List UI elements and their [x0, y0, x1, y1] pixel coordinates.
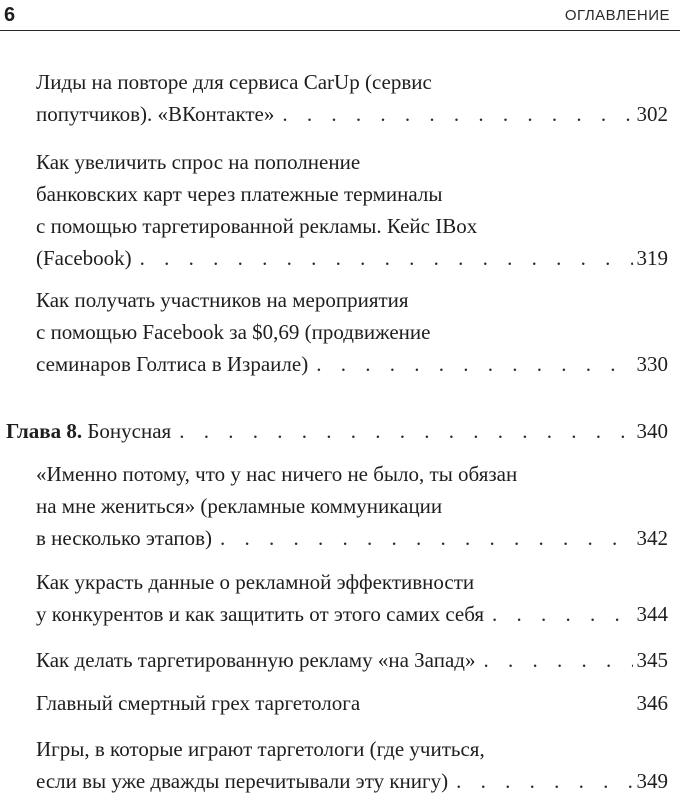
- toc-entry-line: с помощью таргетированной рекламы. Кейс IBox: [36, 214, 478, 238]
- toc-entry-line: Как получать участников на мероприятия: [36, 288, 409, 312]
- toc-entry-line: банковских карт через платежные терминалы: [36, 182, 443, 206]
- toc-entry-line: Как делать таргетированную рекламу «на Запад»: [36, 648, 476, 672]
- page-number: 6: [4, 4, 16, 26]
- running-head: ОГЛАВЛЕНИЕ: [564, 7, 670, 24]
- toc-page-number: 344: [636, 602, 668, 626]
- dot-leader: [282, 98, 632, 130]
- dot-leader: [316, 348, 632, 380]
- toc-entry-line: Как увеличить спрос на пополнение: [36, 150, 361, 174]
- toc-entry-line: у конкурентов и как защитить от этого самих себя: [36, 602, 485, 626]
- toc-entry-line: в несколько этапов): [36, 526, 213, 550]
- toc-entry[interactable]: [36, 644, 668, 676]
- dot-leader: [483, 644, 632, 676]
- toc-entry-line: (Facebook): [36, 246, 132, 270]
- toc-entry-line: Игры, в которые играют таргетологи (где учиться,: [36, 737, 485, 761]
- toc-page-number: 345: [636, 648, 668, 672]
- toc-entry[interactable]: [36, 458, 668, 554]
- toc-page-number: 346: [636, 691, 668, 715]
- dot-leader: [179, 415, 632, 447]
- toc-entry-line: Лиды на повторе для сервиса CarUp (сервис: [36, 70, 432, 94]
- toc-entry-line: Главный смертный грех таргетолога: [36, 691, 361, 715]
- toc-entry-line: Как украсть данные о рекламной эффективности: [36, 570, 475, 594]
- toc-entry[interactable]: [36, 146, 668, 274]
- toc-entry[interactable]: [36, 66, 668, 130]
- chapter-title: Бонусная: [87, 419, 172, 443]
- chapter-label: Глава 8.: [6, 419, 83, 443]
- toc-entry[interactable]: [36, 733, 668, 797]
- dot-leader: [140, 242, 633, 274]
- toc-chapter-entry[interactable]: [6, 415, 668, 447]
- toc-page-number: 340: [636, 419, 668, 443]
- toc-page-number: 319: [636, 246, 668, 270]
- toc-page-number: 302: [636, 102, 668, 126]
- toc-entry[interactable]: [36, 566, 668, 630]
- toc-entry-line: если вы уже дважды перечитывали эту книгу): [36, 769, 449, 793]
- dot-leader: [456, 765, 632, 797]
- toc-entry-line: «Именно потому, что у нас ничего не было, ты обязан: [36, 462, 518, 486]
- dot-leader: [220, 522, 632, 554]
- toc-entry-line: с помощью Facebook за $0,69 (продвижение: [36, 320, 431, 344]
- toc-page-number: 330: [636, 352, 668, 376]
- toc-entry-line: попутчиков). «ВКонтакте»: [36, 102, 275, 126]
- toc-entry[interactable]: [36, 687, 668, 719]
- toc-entry-line: семинаров Голтиса в Израиле): [36, 352, 309, 376]
- toc-page-number: 342: [636, 526, 668, 550]
- toc-entry[interactable]: [36, 284, 668, 380]
- dot-leader: [492, 598, 632, 630]
- toc-entry-line: на мне жениться» (рекламные коммуникации: [36, 494, 443, 518]
- toc-page-number: 349: [636, 769, 668, 793]
